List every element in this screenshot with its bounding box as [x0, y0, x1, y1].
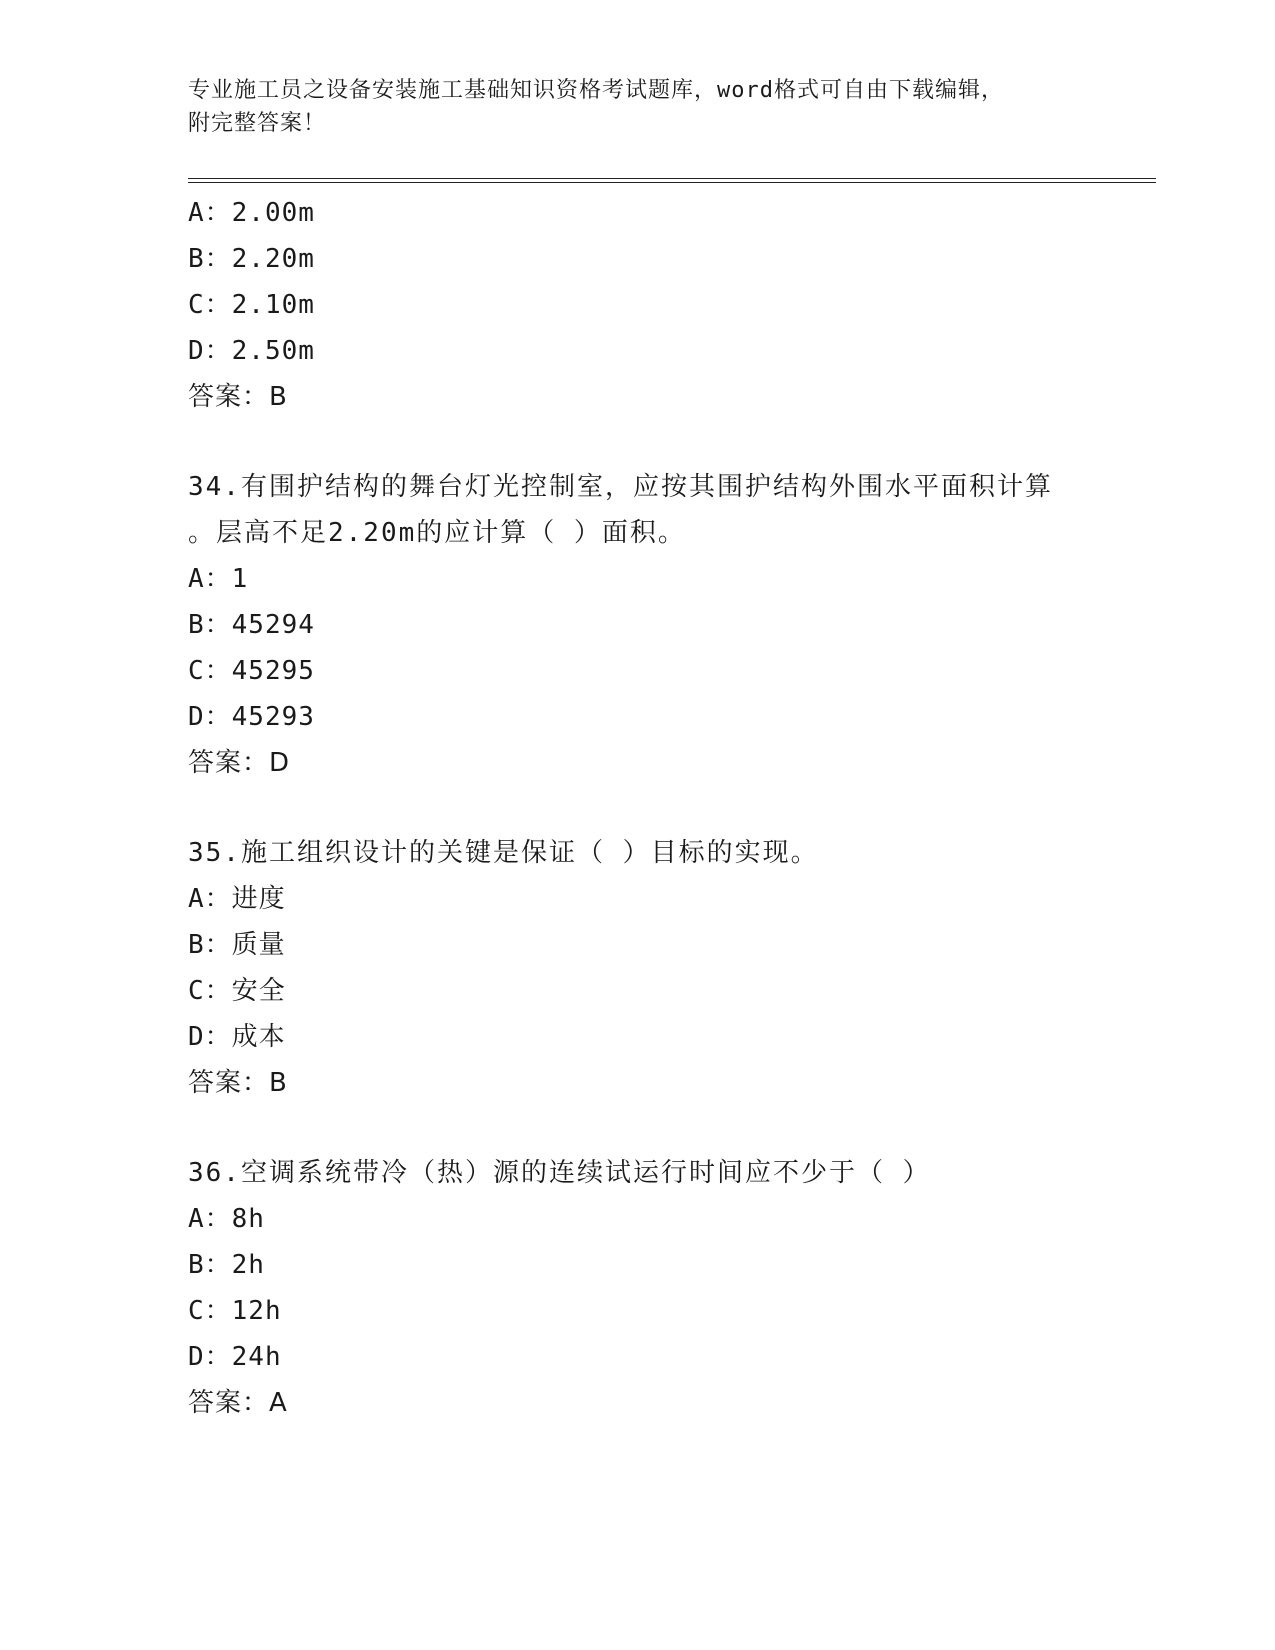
option-d: D：成本: [188, 1022, 286, 1052]
question-stem-line-2: 。层高不足2.20m的应计算（ ）面积。: [188, 518, 686, 548]
option-a: A：8h: [188, 1204, 265, 1234]
answer: 答案：A: [188, 1388, 288, 1418]
option-c: C：45295: [188, 656, 315, 686]
question-35: [188, 830, 1128, 1106]
option-a: A：1: [188, 564, 249, 594]
document-header: [188, 74, 1088, 140]
option-c: C：2.10m: [188, 290, 315, 320]
option-d: D：24h: [188, 1342, 282, 1372]
option-c: C：安全: [188, 976, 286, 1006]
question-stem-line-1: 34.有围护结构的舞台灯光控制室，应按其围护结构外围水平面积计算: [188, 472, 1053, 502]
option-d: D：2.50m: [188, 336, 315, 366]
question-list: [188, 190, 1128, 1426]
answer: 答案：B: [188, 1068, 288, 1098]
option-b: B：45294: [188, 610, 315, 640]
header-divider-top: [188, 178, 1156, 179]
option-b: B：2h: [188, 1250, 265, 1280]
answer: 答案：B: [188, 382, 288, 412]
header-divider-bottom: [188, 182, 1156, 183]
question-stem: 35.施工组织设计的关键是保证（ ）目标的实现。: [188, 838, 819, 868]
question-stem: [188, 464, 1128, 556]
question-36: [188, 1150, 1128, 1426]
option-a: A：2.00m: [188, 198, 315, 228]
question-stem: 36.空调系统带冷（热）源的连续试运行时间应不少于（ ）: [188, 1158, 931, 1188]
option-b: B：2.20m: [188, 244, 315, 274]
header-line-2: 附完整答案！: [188, 111, 327, 136]
answer: 答案：D: [188, 748, 291, 778]
header-line-1: 专业施工员之设备安装施工基础知识资格考试题库，word格式可自由下载编辑，: [188, 78, 1004, 103]
option-a: A：进度: [188, 884, 286, 914]
option-c: C：12h: [188, 1296, 282, 1326]
option-d: D：45293: [188, 702, 315, 732]
option-b: B：质量: [188, 930, 286, 960]
question-34: [188, 464, 1128, 786]
question-33: [188, 190, 1128, 420]
